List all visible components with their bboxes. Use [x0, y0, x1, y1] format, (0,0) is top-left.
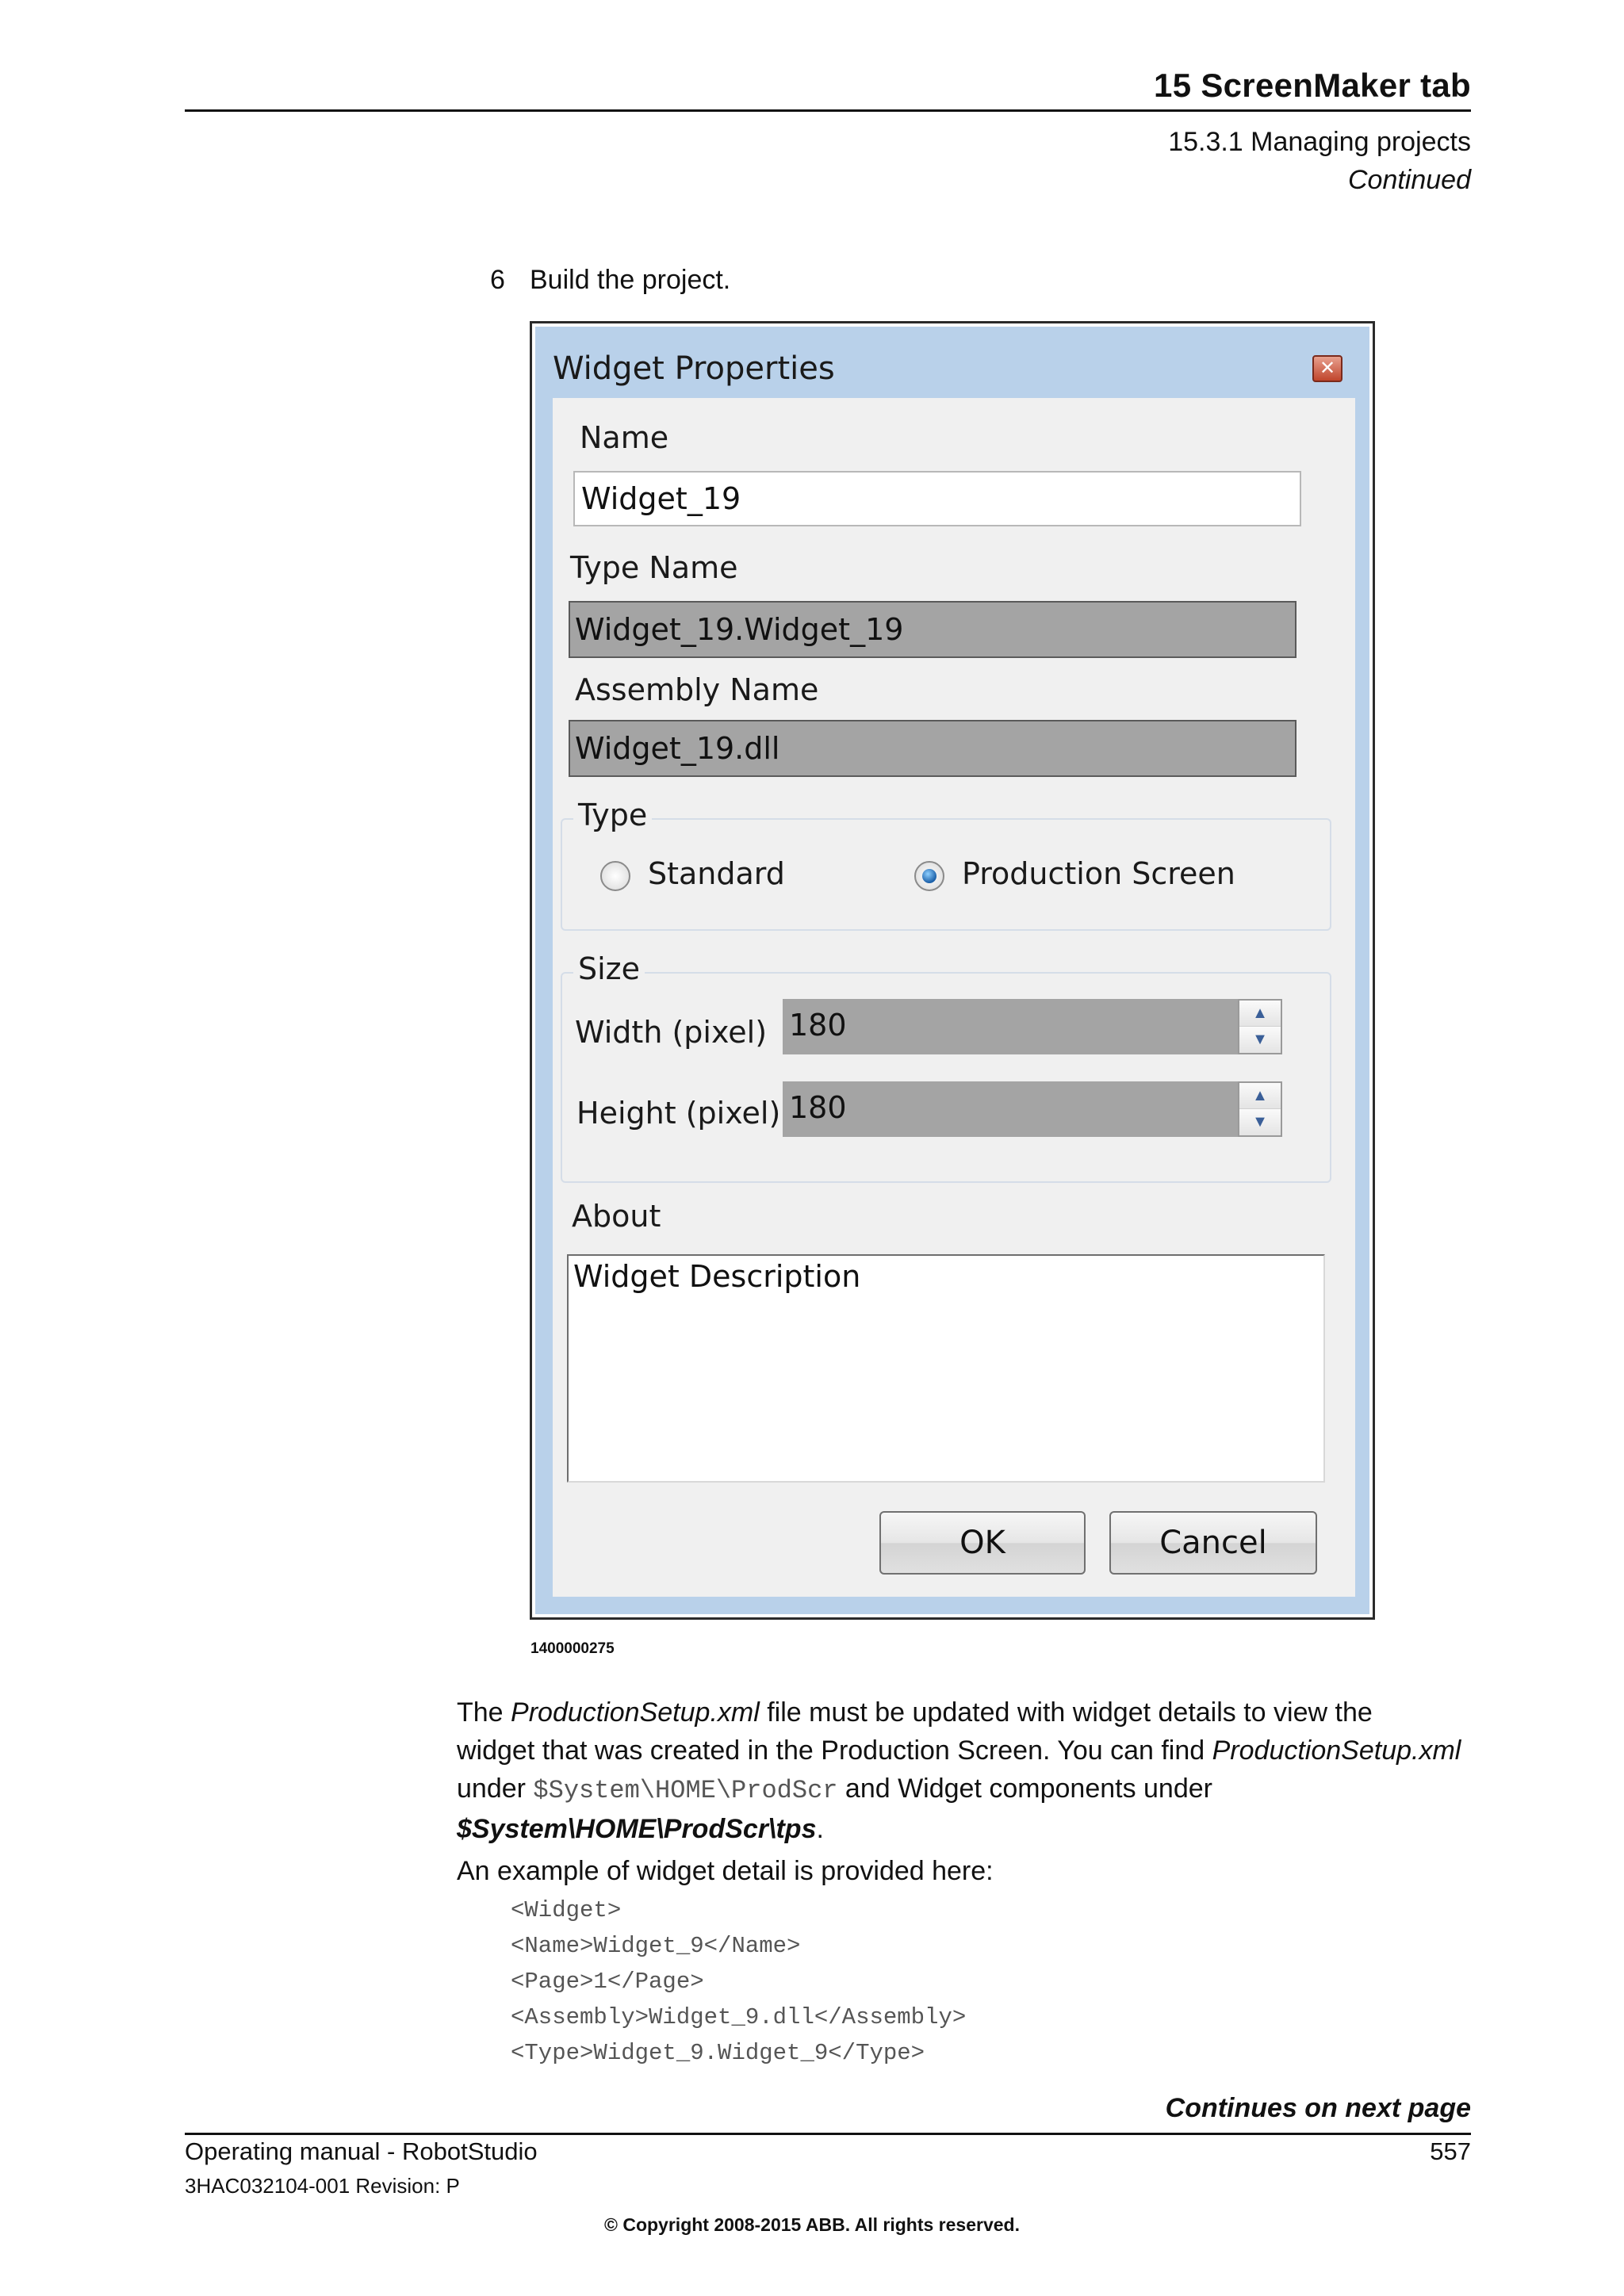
text-run: widget that was created in the Production Screen. You can find	[457, 1735, 1212, 1766]
paragraph-line	[457, 1810, 1472, 1848]
code-line: <Widget>	[511, 1897, 622, 1923]
dialog-screenshot	[530, 321, 1375, 1620]
dialog-window	[535, 327, 1369, 1614]
type-name-label: Type Name	[570, 550, 738, 585]
ok-button[interactable]: OK	[879, 1511, 1086, 1575]
continued-label: Continued	[1347, 165, 1471, 195]
paragraph-line	[457, 1770, 1472, 1810]
close-icon[interactable]: ✕	[1312, 355, 1342, 382]
production-screen-radio[interactable]	[914, 861, 944, 891]
header-rule	[185, 109, 1471, 112]
example-intro: An example of widget detail is provided here:	[457, 1856, 994, 1886]
spin-down-icon[interactable]: ▼	[1239, 1109, 1281, 1135]
step-text: Build the project.	[530, 265, 731, 295]
type-name-field: Widget_19.Widget_19	[569, 601, 1297, 658]
paragraph-line	[457, 1693, 1472, 1732]
dialog-client-area	[553, 398, 1355, 1597]
document-id: 3HAC032104-001 Revision: P	[185, 2174, 460, 2198]
page-number: 557	[1430, 2137, 1471, 2165]
filename: ProductionSetup.xml	[1212, 1735, 1461, 1766]
text-run: and Widget components under	[837, 1774, 1212, 1804]
paragraph-line	[457, 1732, 1472, 1770]
width-input[interactable]: 180	[783, 999, 1282, 1054]
code-line: <Type>Widget_9.Widget_9</Type>	[511, 2040, 925, 2066]
name-input[interactable]: Widget_19	[573, 471, 1301, 526]
filename: ProductionSetup.xml	[511, 1697, 760, 1728]
footer-rule	[185, 2133, 1471, 2135]
code-line: <Page>1</Page>	[511, 1969, 704, 1995]
standard-radio-label[interactable]: Standard	[648, 856, 785, 891]
figure-id: 1400000275	[530, 1640, 615, 1657]
type-group-title: Type	[573, 798, 652, 832]
code-line: <Name>Widget_9</Name>	[511, 1933, 801, 1959]
section-title: 15.3.1 Managing projects	[1168, 127, 1471, 157]
width-spinner[interactable]	[1238, 999, 1282, 1054]
copyright: © Copyright 2008-2015 ABB. All rights reserved.	[604, 2214, 1020, 2235]
manual-title: Operating manual - RobotStudio	[185, 2137, 538, 2165]
height-label: Height (pixel)	[576, 1096, 781, 1131]
text-run: under	[457, 1774, 534, 1804]
continues-next-page: Continues on next page	[1165, 2093, 1471, 2123]
assembly-name-field: Widget_19.dll	[569, 720, 1297, 777]
step-number: 6	[490, 265, 505, 295]
cancel-button[interactable]: Cancel	[1109, 1511, 1317, 1575]
chapter-title: 15 ScreenMaker tab	[1154, 67, 1471, 104]
height-input[interactable]: 180	[783, 1081, 1282, 1137]
path: $System\HOME\ProdScr\tps	[457, 1814, 817, 1844]
height-spinner[interactable]	[1238, 1081, 1282, 1137]
production-screen-radio-label[interactable]: Production Screen	[962, 856, 1235, 891]
text-run: file must be updated with widget details to view the	[759, 1697, 1373, 1728]
spin-up-icon[interactable]: ▲	[1239, 1001, 1281, 1027]
about-textarea[interactable]: Widget Description	[567, 1254, 1325, 1483]
text-run: .	[816, 1814, 824, 1844]
body-paragraph	[457, 1693, 1472, 1848]
text-run: The	[457, 1697, 511, 1728]
spin-up-icon[interactable]: ▲	[1239, 1083, 1281, 1109]
path: $System\HOME\ProdScr	[533, 1776, 838, 1805]
step-instruction	[490, 265, 730, 296]
about-label: About	[572, 1199, 661, 1234]
dialog-title: Widget Properties	[553, 350, 835, 387]
size-group-title: Size	[573, 951, 645, 986]
width-label: Width (pixel)	[575, 1015, 768, 1050]
name-label: Name	[580, 420, 669, 455]
code-line: <Assembly>Widget_9.dll</Assembly>	[511, 2004, 967, 2030]
standard-radio[interactable]	[600, 861, 630, 891]
spin-down-icon[interactable]: ▼	[1239, 1027, 1281, 1053]
assembly-name-label: Assembly Name	[575, 672, 819, 707]
